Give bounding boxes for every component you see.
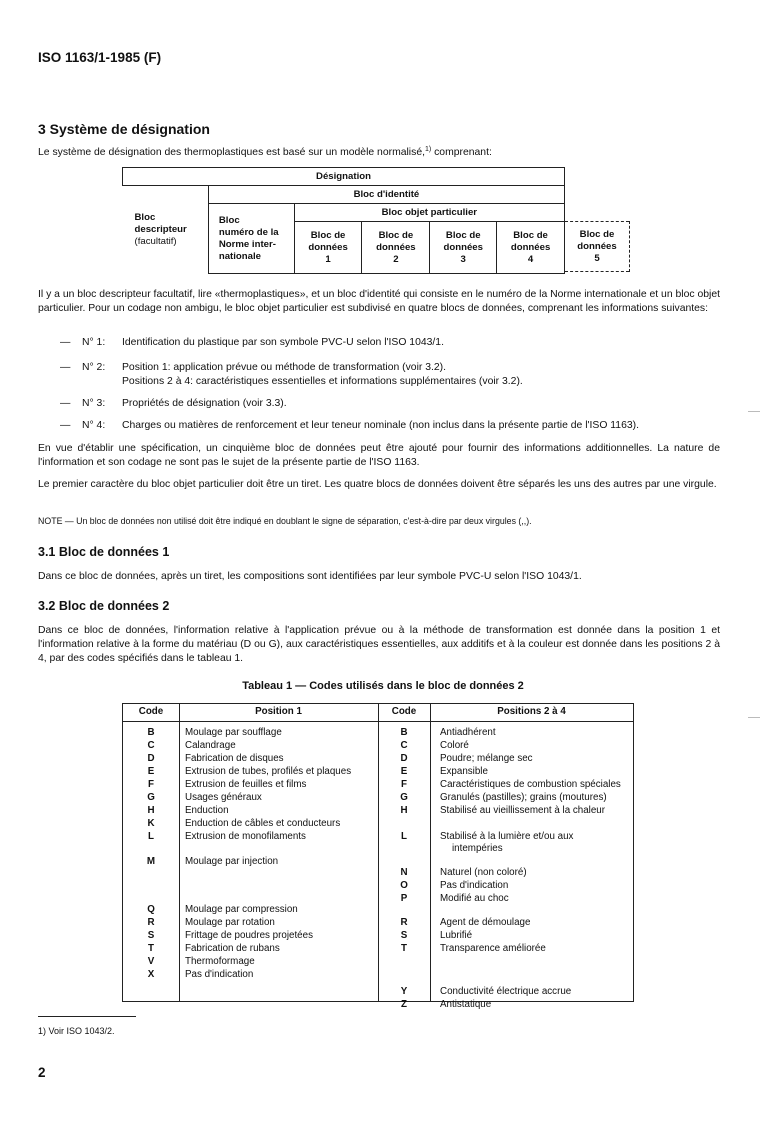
table-code-cell: F: [148, 779, 154, 790]
table-code-cell: L: [401, 831, 407, 842]
standard-header: ISO 1163/1-1985 (F): [38, 50, 162, 65]
table-desc-cell: Stabilisé à la lumière et/ou aux intempéries: [440, 831, 574, 854]
table-code-cell: F: [401, 779, 407, 790]
designation-diagram: [122, 167, 634, 273]
paragraph-fifth-block: En vue d'établir une spécification, un cinquième bloc de données peut être ajouté pour fournir des informations additionnelles. La nature de l'information et son codage ne sont pas le sujet de la présente partie de l'ISO 1163.: [38, 443, 720, 468]
table-code-cell: D: [400, 753, 408, 764]
section-3-1-title: 3.1 Bloc de données 1: [38, 545, 170, 559]
table-code-cell: E: [400, 766, 408, 777]
table-code-cell: E: [147, 766, 155, 777]
data-block-4: Bloc de données 4: [497, 222, 565, 274]
section-3-1-text: Dans ce bloc de données, après un tiret, les compositions sont identifiées par leur symbole PVC-U selon l'ISO 1043/1.: [38, 571, 582, 582]
table-code-cell: R: [400, 917, 408, 928]
table-code-cell: G: [400, 792, 408, 803]
table-1-caption: Tableau 1 — Codes utilisés dans le bloc de données 2: [242, 680, 524, 692]
table-code-cell: H: [400, 805, 408, 816]
table-code-cell: B: [147, 727, 155, 738]
footnote-ref[interactable]: 1): [424, 146, 432, 153]
table-desc-cell: Moulage par soufflage: [185, 727, 282, 738]
page-number: 2: [38, 1065, 46, 1080]
section-3-2-title: 3.2 Bloc de données 2: [38, 599, 170, 613]
table-desc-cell: Conductivité électrique accrue: [440, 986, 572, 997]
table-code-cell: K: [147, 818, 155, 829]
paragraph-blocks: Il y a un bloc descripteur facultatif, lire «thermoplastiques», et un bloc d'identité qui consiste en le numéro de la Norme internationale et un bloc objet particulier. Pour un codage non ambigu, le bloc objet particulier est subdivisé en quatre blocs de données, comprenant les informations suivantes:: [38, 289, 720, 314]
section-3-title: 3 Système de désignation: [38, 121, 210, 137]
table-code-cell: G: [147, 792, 155, 803]
section-3-intro: Le système de désignation des thermoplastiques est basé sur un modèle normalisé,$^{1)}$ comprenant:: [38, 146, 492, 158]
table-desc-cell: Moulage par injection: [185, 856, 279, 867]
footnote: 1) Voir ISO 1043/2.: [38, 1026, 115, 1036]
table-desc-cell: Enduction: [185, 805, 229, 816]
table-desc-cell: Lubrifié: [440, 930, 473, 941]
table-desc-cell: Naturel (non coloré): [440, 867, 527, 878]
table-desc-cell: Coloré: [440, 740, 469, 751]
header-positions-2-4: Positions 2 à 4: [497, 706, 566, 717]
table-code-cell: S: [147, 930, 155, 941]
table-code-cell: D: [147, 753, 155, 764]
note: NOTE — Un bloc de données non utilisé doit être indiqué en doublant le signe de séparation, c'est-à-dire par deux virgules (,,).: [38, 516, 532, 526]
table-desc-cell: Moulage par compression: [185, 904, 298, 915]
table-code-cell: Z: [401, 999, 407, 1010]
table-desc-cell: Enduction de câbles et conducteurs: [185, 818, 341, 829]
table-code-cell: R: [147, 917, 155, 928]
table-desc-cell: Stabilisé au vieillissement à la chaleur: [440, 805, 605, 816]
table-code-cell: V: [147, 956, 155, 967]
margin-mark: [748, 411, 760, 412]
table-desc-cell: Frittage de poudres projetées: [185, 930, 313, 941]
table-desc-cell: Extrusion de tubes, profilés et plaques: [185, 766, 352, 777]
header-code: Code: [138, 706, 164, 717]
table-desc-cell: Granulés (pastilles); grains (moutures): [440, 792, 607, 803]
table-code-cell: Q: [147, 904, 155, 915]
table-code-cell: M: [146, 856, 156, 867]
data-block-1: Bloc de données 1: [294, 222, 362, 274]
table-desc-cell: Caractéristiques de combustion spéciales: [440, 779, 621, 790]
table-desc-cell: Moulage par rotation: [185, 917, 275, 928]
table-desc-cell: Poudre; mélange sec: [440, 753, 533, 764]
table-desc-cell: Expansible: [440, 766, 488, 777]
table-desc-cell: Extrusion de feuilles et films: [185, 779, 307, 790]
table-code-cell: B: [400, 727, 408, 738]
table-desc-cell: Calandrage: [185, 740, 236, 751]
table-desc-cell: Usages généraux: [185, 792, 262, 803]
table-code-cell: P: [400, 893, 408, 904]
table-code-cell: T: [401, 943, 407, 954]
table-desc-cell: Antiadhérent: [440, 727, 496, 738]
table-desc-cell: Pas d'indication: [185, 969, 254, 980]
number-block: Bloc numéro de la Norme inter- nationale: [208, 204, 294, 274]
table-code-cell: S: [400, 930, 408, 941]
specific-block-header: Bloc objet particulier: [294, 204, 564, 222]
designation-header: Désignation: [123, 168, 565, 186]
table-desc-cell: Fabrication de disques: [185, 753, 284, 764]
codes-table: [122, 703, 634, 1010]
table-code-cell: T: [148, 943, 154, 954]
descriptor-block: Bloc descripteur (facultatif): [123, 186, 209, 274]
margin-mark: [748, 717, 760, 718]
table-code-cell: O: [400, 880, 408, 891]
table-desc-cell: Antistatique: [440, 999, 492, 1010]
table-code-cell: L: [148, 831, 154, 842]
data-block-2: Bloc de données 2: [362, 222, 430, 274]
designation-table: [122, 167, 565, 274]
table-code-cell: N: [400, 867, 408, 878]
table-code-cell: C: [147, 740, 155, 751]
identity-block-header: Bloc d'identité: [208, 186, 564, 204]
table-desc-cell: Modifié au choc: [440, 893, 509, 904]
table-code-cell: C: [400, 740, 408, 751]
footnote-rule: [38, 1016, 136, 1017]
header-position-1: Position 1: [255, 706, 302, 717]
table-desc-cell: Thermoformage: [185, 956, 255, 967]
table-code-cell: Y: [400, 986, 408, 997]
header-code-2: Code: [391, 706, 417, 717]
table-desc-cell: Agent de démoulage: [440, 917, 531, 928]
paragraph-first-char: Le premier caractère du bloc objet particulier doit être un tiret. Les quatre blocs de données doivent être séparés les uns des autres par une virgule.: [38, 479, 717, 490]
section-3-2-text: Dans ce bloc de données, l'information relative à l'application prévue ou à la méthode de transformation est donnée dans la position 1 et l'information relative à la forme du matériau (D ou G), aux caractéristiques essentielles, aux additifs et à la couleur est donnée dans les positions 2 à 4, par des codes spécifiés dans le tableau 1.: [38, 625, 720, 664]
table-code-cell: X: [147, 969, 155, 980]
table-desc-cell: Pas d'indication: [440, 880, 509, 891]
table-desc-cell: Fabrication de rubans: [185, 943, 280, 954]
table-desc-cell: Extrusion de monofilaments: [185, 831, 306, 842]
data-block-3: Bloc de données 3: [430, 222, 497, 274]
table-desc-cell: Transparence améliorée: [440, 943, 546, 954]
table-code-cell: H: [147, 805, 155, 816]
data-block-5-optional: Bloc de données 5: [565, 221, 634, 271]
